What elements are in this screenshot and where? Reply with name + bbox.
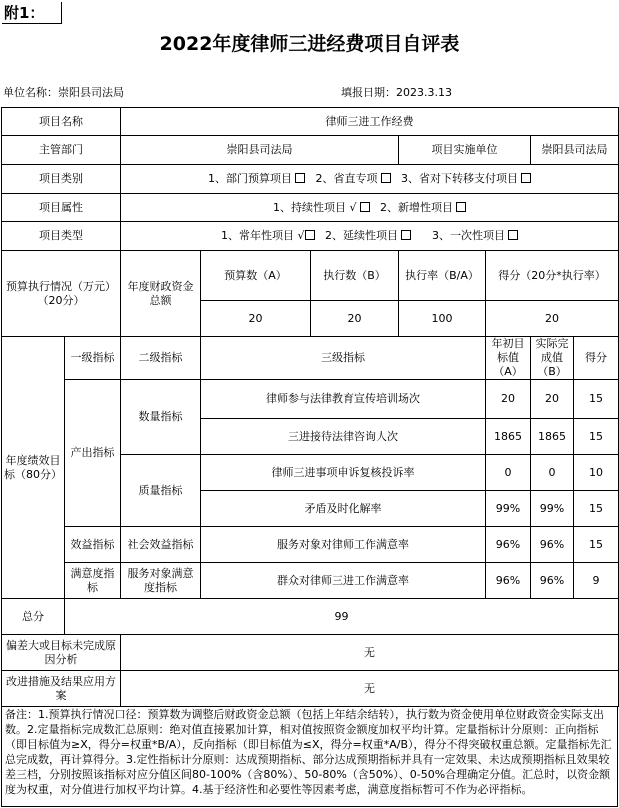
category-option-3: 3、省对下转移支付项目: [401, 172, 519, 185]
date-label: 填报日期：: [341, 86, 396, 99]
evaluation-table: [1, 107, 619, 707]
col-level3: 三级指标: [201, 337, 486, 380]
checkbox[interactable]: [360, 202, 370, 212]
col-target: 年初目标值（A）: [486, 337, 531, 380]
type-option-2: 2、延续性项目: [325, 229, 399, 242]
score-value: 10: [574, 455, 619, 491]
type-option-3: 3、一次性项目: [432, 229, 506, 242]
actual-value: 0: [531, 455, 574, 491]
indicator-name: 矛盾及时化解率: [201, 491, 486, 527]
val-rate: 100: [399, 301, 486, 337]
target-value: 1865: [486, 419, 531, 455]
target-value: 96%: [486, 563, 531, 599]
budget-total-label: 年度财政资金总额: [121, 251, 201, 337]
date-value: 2023.3.13: [396, 86, 452, 99]
improvement-value: 无: [121, 671, 619, 707]
checkbox[interactable]: [381, 173, 391, 183]
attachment-label: 附1：: [2, 2, 62, 24]
attribute-option-1: 1、持续性项目: [273, 200, 346, 214]
category-label: 项目类别: [2, 165, 121, 194]
val-budget: 20: [201, 301, 311, 337]
checkbox[interactable]: [456, 202, 466, 212]
checkbox[interactable]: [295, 173, 305, 183]
col-rate: 执行率（B/A）: [399, 251, 486, 301]
val-score: 20: [486, 301, 619, 337]
remarks: 备注：1.预算执行情况口径：预算数为调整后财政资金总额（包括上年结余结转），执行数为资金使用单位财政资金实际支出数。2.定量指标完成数汇总原则：绝对值直接累加计算，相对值按照资金额度加权平均计算。定量指标计分原则：正向指标（即目标值为≥X，得分=权重*B/A），反向指标（即目标值为≤X，得分=权重*A/B），得分不得突破权重总额。定量指标先汇总完成数，再计算得分。3.定性指标计分原则：达成预期指标、部分达成预期指标并具有一定效果、未达成预期指标且效果较差三档，分别按照该指标对应分值区间80-100%（含80%）、50-80%（含50%）、0-50%合理确定分值。汇总时，以资金额度为权重，对分值进行加权平均计算。4.基于经济性和必要性等因素考虑，满意度指标暂可不作为必评指标。: [1, 706, 618, 807]
actual-value: 99%: [531, 491, 574, 527]
satisfaction-indicator: 满意度指标: [65, 563, 121, 599]
fill-date: [341, 85, 452, 101]
score-value: 15: [574, 491, 619, 527]
perf-label: 年度绩效目标（80分）: [2, 337, 65, 599]
type-option-1: 1、常年性项目: [221, 229, 295, 242]
category-option-1: 1、部门预算项目: [208, 172, 293, 185]
benefit-indicator: 效益指标: [65, 527, 121, 563]
checkbox[interactable]: [521, 173, 531, 183]
indicator-name: 律师参与法律教育宣传培训场次: [201, 380, 486, 419]
actual-value: 20: [531, 380, 574, 419]
category-options: [121, 165, 619, 194]
val-exec: 20: [311, 301, 399, 337]
actual-value: 96%: [531, 527, 574, 563]
attribute-label: 项目属性: [2, 194, 121, 222]
score-value: 15: [574, 380, 619, 419]
project-name-value: 律师三进工作经费: [121, 108, 619, 136]
indicator-name: 三进接待法律咨询人次: [201, 419, 486, 455]
check-mark: √: [297, 229, 305, 242]
impl-unit-value: 崇阳县司法局: [531, 136, 619, 165]
category-option-2: 2、省直专项: [315, 172, 378, 185]
attribute-option-2: 2、新增性项目: [380, 200, 454, 214]
quantity-indicator: 数量指标: [121, 380, 201, 455]
budget-label: 预算执行情况（万元） （20分）: [2, 251, 121, 337]
improvement-label: 改进措施及结果应用方案: [2, 671, 121, 707]
output-indicator: 产出指标: [65, 380, 121, 527]
indicator-name: 律师三进事项申诉复核投诉率: [201, 455, 486, 491]
total-value: 99: [65, 599, 619, 635]
page-title: 2022年度律师三进经费项目自评表: [159, 33, 460, 55]
col-actual: 实际完成值（B）: [531, 337, 574, 380]
table-row: [2, 380, 619, 419]
quality-indicator: 质量指标: [121, 455, 201, 527]
col-score: 得分（20分*执行率）: [486, 251, 619, 301]
actual-value: 96%: [531, 563, 574, 599]
col-budget: 预算数（A）: [201, 251, 311, 301]
indicator-name: 群众对律师三进工作满意率: [201, 563, 486, 599]
col-level1: 一级指标: [65, 337, 121, 380]
deviation-label: 偏差大或目标未完成原因分析: [2, 635, 121, 671]
target-value: 20: [486, 380, 531, 419]
indicator-name: 服务对象对律师工作满意率: [201, 527, 486, 563]
dept-label: 主管部门: [2, 136, 121, 165]
col-exec: 执行数（B）: [311, 251, 399, 301]
unit-name: [3, 85, 124, 101]
target-value: 99%: [486, 491, 531, 527]
project-name-label: 项目名称: [2, 108, 121, 136]
dept-value: 崇阳县司法局: [121, 136, 399, 165]
impl-unit-label: 项目实施单位: [399, 136, 531, 165]
unit-label: 单位名称：: [3, 86, 58, 99]
unit-value: 崇阳县司法局: [58, 86, 124, 99]
social-benefit-indicator: 社会效益指标: [121, 527, 201, 563]
type-label: 项目类型: [2, 222, 121, 251]
target-value: 96%: [486, 527, 531, 563]
attribute-options: [121, 194, 619, 222]
col-level2: 二级指标: [121, 337, 201, 380]
actual-value: 1865: [531, 419, 574, 455]
type-options: [121, 222, 619, 251]
deviation-value: 无: [121, 635, 619, 671]
checkbox[interactable]: [305, 230, 315, 240]
score-value: 9: [574, 563, 619, 599]
check-mark: √: [349, 200, 357, 214]
col-perf-score: 得分: [574, 337, 619, 380]
table-row: [2, 563, 619, 599]
score-value: 15: [574, 527, 619, 563]
checkbox[interactable]: [401, 230, 411, 240]
target-value: 0: [486, 455, 531, 491]
score-value: 15: [574, 419, 619, 455]
table-row: [2, 527, 619, 563]
checkbox[interactable]: [508, 230, 518, 240]
total-label: 总分: [2, 599, 65, 635]
service-satisfaction-indicator: 服务对象满意度指标: [121, 563, 201, 599]
